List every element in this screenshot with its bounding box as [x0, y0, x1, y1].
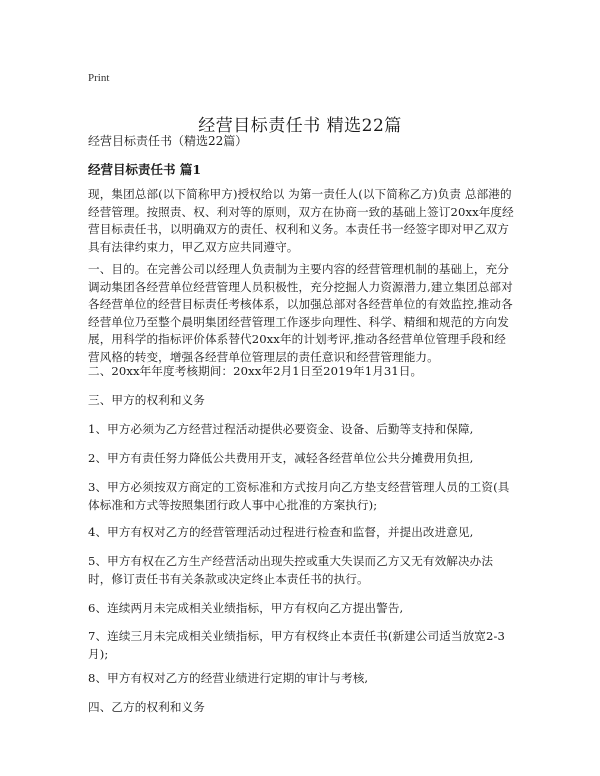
paragraph-purpose: 一、目的。在完善公司以经理人负责制为主要内容的经营管理机制的基础上，充分调动集团各经营单位经营管理人员积极性，充分挖掘人力资源潜力,建立集团总部对各经营单位的经营目标责任考核体系，以加强总部对各经营单位的有效监控,推动各经营单位乃至整个晨明集团经营管理工作逐步向理性、科学、精细和规范的方向发展，用科学的指标评价体系替代20xx年的计划考评,推动各经营单位管理手段和经营风格的转变，增强各经营单位管理层的责任意识和经营管理能力。: [88, 262, 513, 364]
document-subtitle: 经营目标责任书（精选22篇）: [88, 134, 248, 148]
list-item: 6、连续两月未完成相关业绩指标，甲方有权向乙方提出警告,: [88, 601, 404, 615]
list-item: 1、甲方必须为乙方经营过程活动提供必要资金、设备、后勤等支持和保障,: [88, 422, 474, 436]
list-item: 2、甲方有责任努力降低公共费用开支，减轻各经营单位公共分摊费用负担,: [88, 451, 474, 465]
heading-party-a-rights: 三、甲方的权利和义务: [88, 393, 205, 407]
list-item: 4、甲方有权对乙方的经营管理活动过程进行检查和监督，并提出改进意见,: [88, 525, 474, 539]
print-link[interactable]: Print: [88, 72, 110, 84]
list-item: 7、连续三月未完成相关业绩指标，甲方有权终止本责任书(新建公司适当放宽2-3月);: [88, 629, 505, 661]
paragraph-intro: 现，集团总部(以下简称甲方)授权给以 为第一责任人(以下简称乙方)负责 总部港的经营管理。按照责、权、利对等的原则，双方在协商一致的基础上签订20xx年度经营目标责任书，以明确双方的责任、权利和义务。本责任书一经签字即对甲乙双方具有法律约束力，甲乙双方应共同遵守。: [88, 187, 514, 254]
paragraph-period: 二、20xx年年度考核期间：20xx年2月1日至2019年1月31日。: [88, 364, 423, 378]
document-title: 经营目标责任书 精选22篇: [198, 116, 402, 137]
section-heading: 经营目标责任书 篇1: [88, 162, 202, 177]
list-item: 8、甲方有权对乙方的经营业绩进行定期的审计与考核,: [88, 671, 369, 685]
list-item: 5、甲方有权在乙方生产经营活动出现失控或重大失误而乙方又无有效解决办法时，修订责任书有关条款或决定终止本责任书的执行。: [88, 554, 494, 586]
list-item: 3、甲方必须按双方商定的工资标准和方式按月向乙方垫支经营管理人员的工资(具体标准和方式等按照集团行政人事中心批准的方案执行);: [88, 480, 510, 512]
heading-party-b-rights: 四、乙方的权利和义务: [88, 700, 205, 714]
